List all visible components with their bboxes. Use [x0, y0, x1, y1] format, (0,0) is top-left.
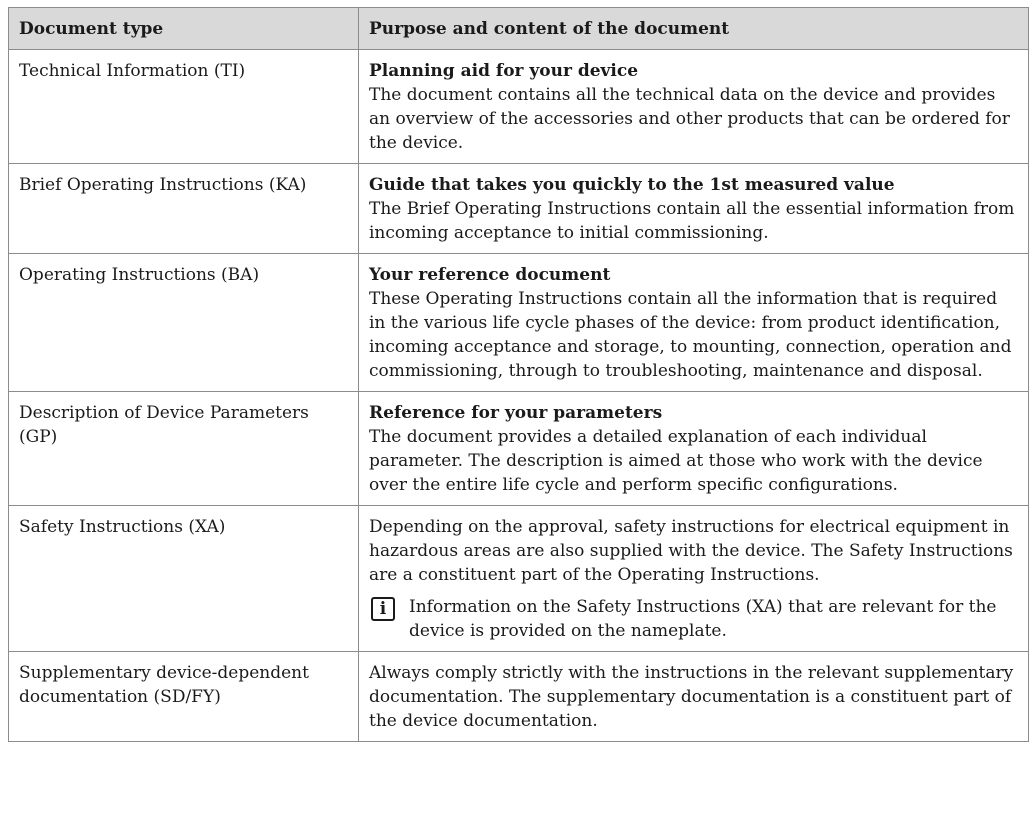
purpose-text: The document provides a detailed explanation of each individual parameter. The description is aimed at those who work with the device over the entire life cycle and perform specific configurations. — [369, 427, 983, 495]
document-type-cell: Safety Instructions (XA) — [9, 506, 359, 652]
document-type-cell: Operating Instructions (BA) — [9, 254, 359, 392]
purpose-cell — [359, 50, 1029, 164]
purpose-cell — [359, 164, 1029, 254]
purpose-cell — [359, 652, 1029, 742]
table-row — [9, 164, 1029, 254]
document-type-cell: Description of Device Parameters (GP) — [9, 392, 359, 506]
purpose-text: Depending on the approval, safety instructions for electrical equipment in hazardous areas are also supplied with the device. The Safety Instructions are a constituent part of the Operating Instructions. — [369, 517, 1013, 585]
purpose-heading: Your reference document — [369, 265, 611, 285]
purpose-cell — [359, 254, 1029, 392]
header-purpose-content: Purpose and content of the document — [359, 8, 1029, 50]
document-types-table — [8, 7, 1029, 742]
table-row — [9, 652, 1029, 742]
table-row — [9, 506, 1029, 652]
purpose-cell — [359, 392, 1029, 506]
info-note-text: Information on the Safety Instructions (XA) that are relevant for the device is provided on the nameplate. — [409, 597, 997, 641]
header-document-type: Document type — [9, 8, 359, 50]
info-note — [369, 595, 1018, 643]
document-type-cell: Brief Operating Instructions (KA) — [9, 164, 359, 254]
document-type-cell: Technical Information (TI) — [9, 50, 359, 164]
table-header — [9, 8, 1029, 50]
table-row — [9, 254, 1029, 392]
table-row — [9, 392, 1029, 506]
purpose-heading: Reference for your parameters — [369, 403, 663, 423]
table-row — [9, 50, 1029, 164]
document-type-cell: Supplementary device-dependent documentation (SD/FY) — [9, 652, 359, 742]
purpose-cell — [359, 506, 1029, 652]
purpose-heading: Guide that takes you quickly to the 1st measured value — [369, 175, 895, 195]
purpose-text: These Operating Instructions contain all the information that is required in the various life cycle phases of the device: from product identification, incoming acceptance and storage, to mounting, connection, operation and commissioning, through to troubleshooting, maintenance and disposal. — [369, 289, 1012, 381]
header-row — [9, 8, 1029, 50]
purpose-text: The document contains all the technical data on the device and provides an overview of the accessories and other products that can be ordered for the device. — [369, 85, 1010, 153]
info-icon: i — [371, 597, 395, 621]
purpose-heading: Planning aid for your device — [369, 61, 639, 81]
purpose-text: Always comply strictly with the instructions in the relevant supplementary documentation. The supplementary documentation is a constituent part of the device documentation. — [369, 663, 1014, 731]
purpose-text: The Brief Operating Instructions contain all the essential information from incoming acceptance to initial commissioning. — [369, 199, 1015, 243]
